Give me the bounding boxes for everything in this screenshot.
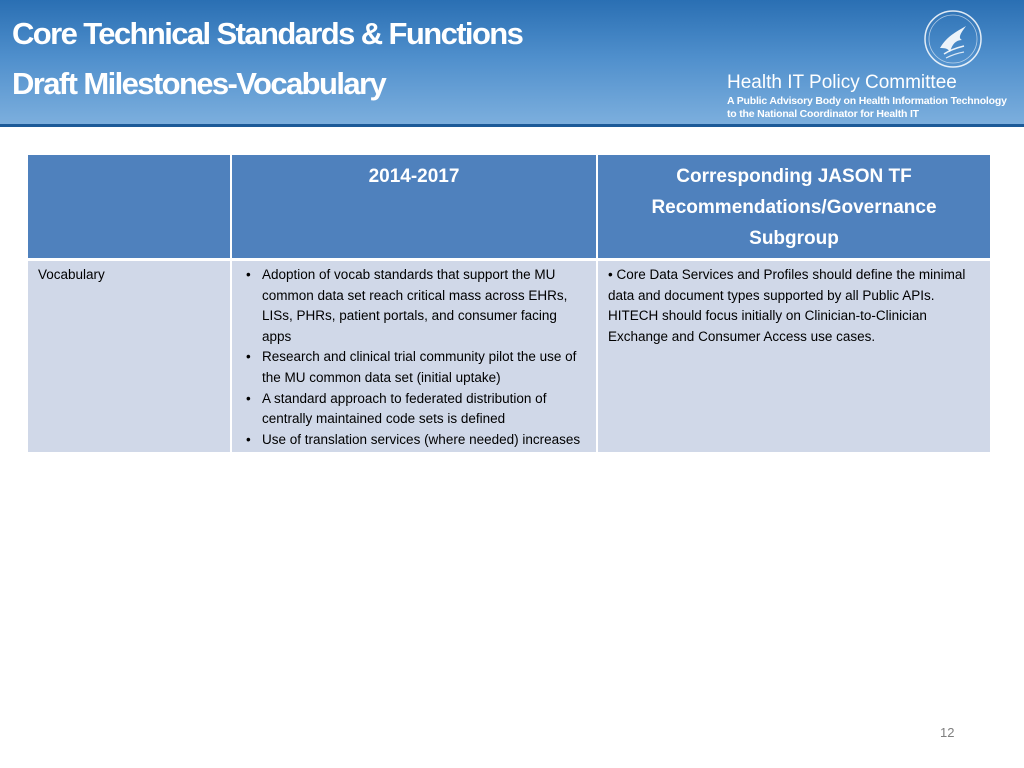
list-item: • Use of translation services (where needed) increases <box>262 430 586 451</box>
org-subtitle-line1: A Public Advisory Body on Health Information Technology <box>727 95 1007 107</box>
slide-title-line1: Core Technical Standards & Functions <box>12 16 523 51</box>
milestones-cell <box>231 260 597 454</box>
header-banner <box>0 0 1024 127</box>
org-subtitle-line2: to the National Coordinator for Health IT <box>727 108 919 120</box>
slide-title-line2: Draft Milestones-Vocabulary <box>12 66 386 101</box>
jason-cell: • Core Data Services and Profiles should define the minimal data and document types supported by all Public APIs. HITECH should focus initially on Clinician-to-Clinician Exchange and Consumer Access use cases. <box>597 260 991 454</box>
list-item: • Research and clinical trial community pilot the use of the MU common data set (initial uptake) <box>262 347 586 388</box>
header-cell-jason: Corresponding JASON TF Recommendations/Governance Subgroup <box>597 154 991 260</box>
page-number: 12 <box>940 725 955 740</box>
table-header-row <box>27 154 991 260</box>
table-row <box>27 260 991 454</box>
org-name: Health IT Policy Committee <box>727 72 957 93</box>
list-item: • Adoption of vocab standards that support the MU common data set reach critical mass across EHRs, LISs, PHRs, patient portals, and consumer facing apps <box>262 265 586 347</box>
row-label: Vocabulary <box>27 260 231 454</box>
hhs-eagle-seal-icon <box>922 8 984 70</box>
header-cell-empty <box>27 154 231 260</box>
milestones-list <box>242 265 586 450</box>
list-item: • A standard approach to federated distribution of centrally maintained code sets is defined <box>262 389 586 430</box>
milestones-table <box>26 153 992 454</box>
header-cell-timeframe: 2014-2017 <box>231 154 597 260</box>
